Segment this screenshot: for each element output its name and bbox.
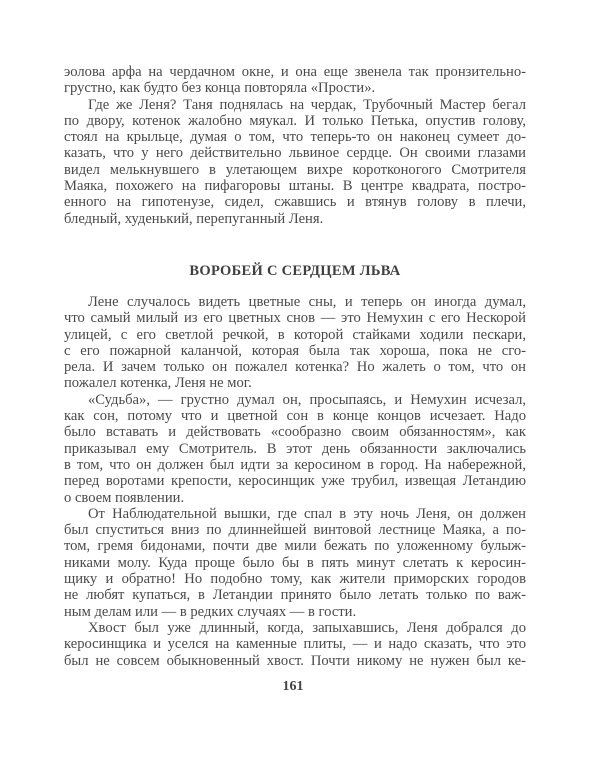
chapter-title: ВОРОБЕЙ С СЕРДЦЕМ ЛЬВА <box>189 263 401 279</box>
text-line: Хвост был уже длинный, когда, запыхавшись, Леня добрался до <box>88 619 526 636</box>
text-line: что самый милый из его цветных снов — это Немухин с его Нескорой <box>64 310 526 327</box>
text-line: Маяка, похожего на пифагоровы штаны. В центре квадрата, постро- <box>64 178 526 195</box>
text-line: казать, что у него действительно львиное сердце. Он своими глазами <box>64 145 526 162</box>
paragraph <box>64 506 526 620</box>
text-line: пожалел котенка, Леня не мог. <box>64 375 252 392</box>
text-line: енного на гипотенузе, сидел, сжавшись и втянув голову в плечи, <box>64 194 526 211</box>
text-line: в том, что он должен был идти за керосином в город. На набережной, <box>64 456 526 473</box>
page-number: 161 <box>282 679 304 694</box>
text-line: о своем появлении. <box>64 489 185 506</box>
paragraph <box>64 64 526 97</box>
text-line: стоял на крыльце, думая о том, что теперь-то он наконец сумеет до- <box>64 129 526 146</box>
text-line: грустно, как будто без конца повторяла «Прости». <box>64 80 376 97</box>
text-line: улицей, с его светлой речкой, в которой стайками ходили пескари, <box>64 326 526 343</box>
text-line: был спуститься вниз по длиннейшей винтовой лестнице Маяка, а по- <box>64 522 526 539</box>
paragraph <box>64 620 526 669</box>
top-text-block <box>64 64 526 227</box>
paragraph <box>64 294 526 392</box>
text-line: перед воротами крепости, керосинщик уже трубил, извещая Летандию <box>64 473 526 490</box>
chapter-text-block <box>64 294 526 669</box>
text-line: От Наблюдательной вышки, где спал в эту ночь Леня, он должен <box>88 505 526 522</box>
text-line: ным делам или — в редких случаях — в гости. <box>64 603 357 620</box>
text-line: керосинщика и уселся на каменные плиты, — и надо сказать, что это <box>64 636 526 653</box>
text-line: том, гремя бидонами, почти две мили бежать по уложенному булыж- <box>64 538 526 555</box>
text-line: не любят купаться, в Летандии принято было летать только по важ- <box>64 587 526 604</box>
text-line: приказывал ему Смотритель. В этот день обязанности заключались <box>64 440 526 457</box>
text-line: с его пожарной каланчой, которая была так хороша, пока не сго- <box>64 342 526 359</box>
text-line: Где же Леня? Таня поднялась на чердак, Трубочный Мастер бегал <box>88 96 526 113</box>
text-line: было вставать и действовать «сообразно своим обязанностям», как <box>64 424 526 441</box>
text-line: рела. И зачем только он пожалел котенка? Но жалеть о том, что он <box>64 359 526 376</box>
text-line: как сон, потому что и цветной сон в конце концов исчезает. Надо <box>64 408 526 425</box>
text-line: по двору, котенок жалобно мяукал. И только Петька, опустив голову, <box>64 112 526 129</box>
paragraph <box>64 392 526 506</box>
text-line: эолова арфа на чердачном окне, и она еще звенела так пронзительно- <box>64 64 526 80</box>
text-line: щику и обратно! Но подобно тому, как жители приморских городов <box>64 571 526 588</box>
text-line: был не совсем обыкновенный хвост. Почти никому не нужен был ке- <box>64 652 526 669</box>
text-line: «Судьба», — грустно думал он, просыпаясь, и Немухин исчезал, <box>88 391 526 408</box>
text-line: никами молу. Куда проще было бы в пять минут слетать к керосин- <box>64 554 526 571</box>
text-line: бледный, худенький, перепуганный Леня. <box>64 210 324 227</box>
text-line: Лене случалось видеть цветные сны, и теперь он иногда думал, <box>88 294 526 310</box>
text-line: видел мелькнувшего в улетающем вихре коротконогого Смотрителя <box>64 161 526 178</box>
paragraph <box>64 97 526 227</box>
